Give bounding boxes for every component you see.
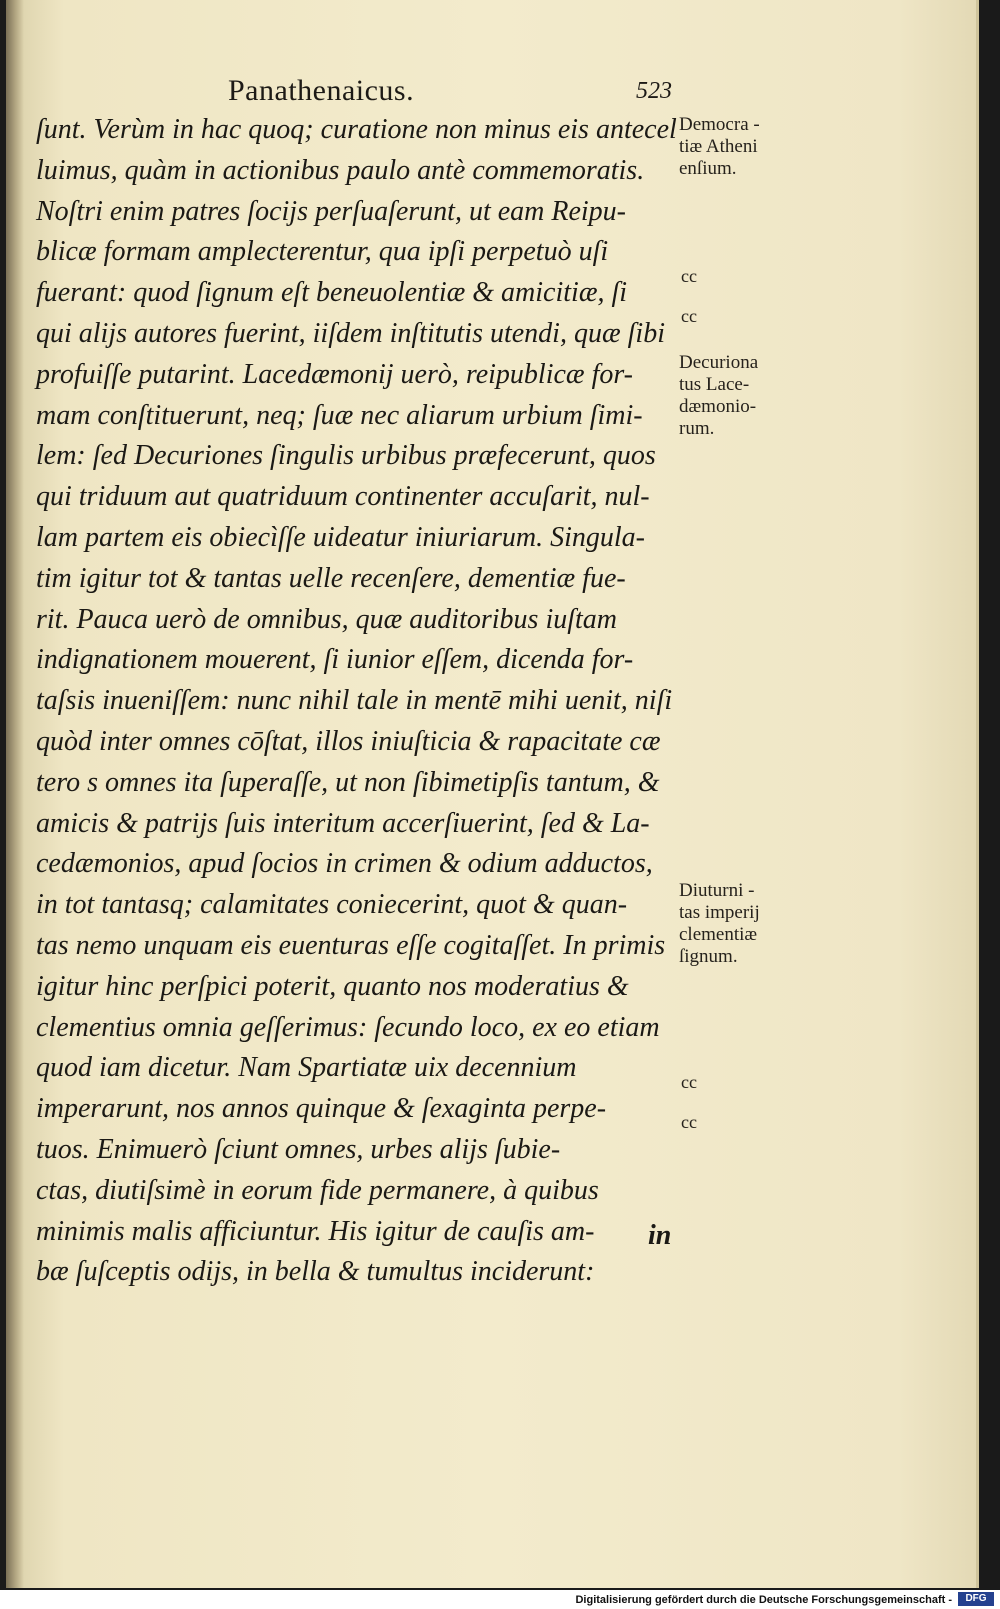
text-line: tuos. Enimuerò ſciunt omnes, urbes alijs ſubie- [36,1133,561,1165]
text-line: igitur hinc perſpici poterit, quanto nos moderatius & [36,970,629,1002]
text-line: blicæ formam amplecterentur, qua ipſi perpetuò uſi [36,236,609,268]
text-line: ctas, diutiſsimè in eorum fide permanere, à quibus [36,1174,599,1206]
sidenote-line: Democra - [679,114,760,135]
sidenote-diuturnitas [679,880,829,968]
text-line: profuiſſe putarint. Lacedæmonij uerò, reipublicæ for- [36,358,634,390]
sidenote-line: tus Lace- [679,374,750,395]
sidenote-line: Diuturni - [679,880,755,901]
text-line: rit. Pauca uerò de omnibus, quæ auditoribus iuſtam [36,603,617,635]
sidenote-line: clementiæ [679,924,758,945]
sidenote-line: Decuriona [679,352,759,373]
text-line: cedæmonios, apud ſocios in crimen & odium adductos, [36,848,653,880]
sidenote-line: tiæ Atheni [679,136,758,157]
text-line: minimis malis afficiuntur. His igitur de cauſis am- [36,1215,595,1247]
sidenote-decurionatus [679,352,829,440]
text-line: amicis & patrijs ſuis interitum accerſiuerint, ſed & La- [36,807,650,839]
text-line: qui triduum aut quatriduum continenter accuſarit, nul- [36,481,650,513]
quote-mark: cc [681,306,697,326]
text-line: luimus, quàm in actionibus paulo antè commemoratis. [36,154,645,186]
digitization-credit: Digitalisierung gefördert durch die Deutsche Forschungsgemeinschaft - [575,1594,952,1606]
text-line: quòd inter omnes cōſtat, illos iniuſticia & rapacitate cæ [36,725,661,757]
text-line: lem: ſed Decuriones ſingulis urbibus præfecerunt, quos [36,440,656,472]
text-line: tero s omnes ita ſuperaſſe, ut non ſibimetipſis tantum, & [36,766,660,798]
quote-mark: cc [681,1112,697,1132]
text-line: mam conſtituerunt, neq; ſuæ nec aliarum urbium ſimi- [36,399,643,431]
sidenote-line: dæmonio- [679,396,757,417]
text-line: tas nemo unquam eis euenturas eſſe cogitaſſet. In primis [36,929,666,961]
dfg-logo: DFG [958,1592,994,1606]
text-line: fuerant: quod ſignum eſt beneuolentiæ & amicitiæ, ſi [36,277,628,309]
text-line: in tot tantasq; calamitates coniecerint, quot & quan- [36,889,628,921]
text-line: bæ ſuſceptis odijs, in bella & tumultus inciderunt: [36,1256,595,1288]
body-text [36,110,696,1293]
sidenote-line: enſium. [679,158,737,179]
quote-mark: cc [681,1072,697,1092]
quote-mark: cc [681,266,697,286]
text-line: qui alijs autores fuerint, iiſdem inſtitutis utendi, quæ ſibi [36,317,665,349]
text-line: quod iam dicetur. Nam Spartiatæ uix decennium [36,1052,577,1084]
text-line: clementius omnia geſſerimus: ſecundo loco, ex eo etiam [36,1011,660,1043]
sidenote-line: tas imperij [679,902,760,923]
text-line: Noſtri enim patres ſocijs perſuaſerunt, ut eam Reipu- [36,195,627,227]
text-line: lam partem eis obiecìſſe uideatur iniuriarum. Singula- [36,521,645,553]
running-head: Panathenaicus. [228,74,415,107]
text-line: taſsis inueniſſem: nunc nihil tale in mentē mihi uenit, niſi [36,685,673,717]
text-line: tim igitur tot & tantas uelle recenſere, dementiæ fue- [36,562,626,594]
text-line: imperarunt, nos annos quinque & ſexaginta perpe- [36,1093,607,1125]
text-line: ſunt. Verùm in hac quoq; curatione non minus eis antecel [36,114,677,145]
page-number: 523 [636,78,672,104]
sidenote-line: rum. [679,418,715,439]
catchword: in [648,1220,672,1251]
book-page [6,0,979,1588]
sidenote-line: ſignum. [679,946,738,967]
text-line: indignationem mouerent, ſi iunior eſſem, dicenda for- [36,644,634,676]
sidenote-democratia [679,114,829,180]
